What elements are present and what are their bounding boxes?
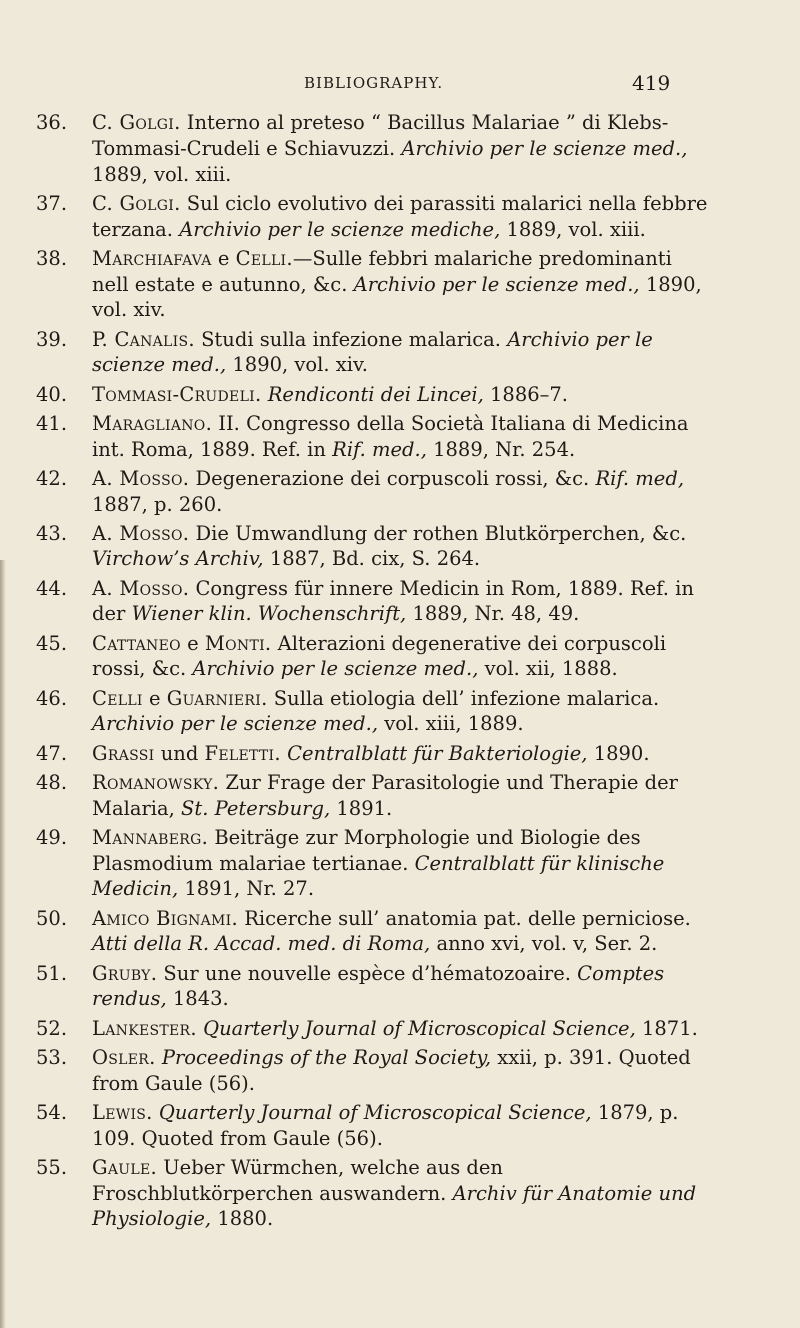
bibliography-entry xyxy=(0,246,712,323)
entry-conjunction: e xyxy=(148,686,161,710)
entry-number: 55. xyxy=(36,1155,68,1179)
entry-author: Mannaberg. xyxy=(92,825,209,849)
entry-details: 1871. xyxy=(641,1016,698,1040)
entry-journal: Quarterly Journal of Microscopical Science, xyxy=(203,1016,636,1040)
bibliography-entry xyxy=(0,686,712,738)
running-title: BIBLIOGRAPHY. xyxy=(304,74,444,92)
entry-author: Marchiafava xyxy=(92,246,212,270)
entry-details: 1886–7. xyxy=(490,382,568,406)
entry-text: —Sulle febbri malariche predominanti nell estate e autunno, &c. xyxy=(92,246,672,296)
entry-author: Maragliano. xyxy=(92,411,213,435)
entry-details: xxii, p. 391. Quoted from Gaule (56). xyxy=(92,1045,691,1095)
bibliography-entry xyxy=(0,1016,712,1042)
entry-journal: Proceedings of the Royal Society, xyxy=(161,1045,492,1069)
bibliography-entry xyxy=(0,191,712,243)
entry-details: 1843. xyxy=(172,987,229,1011)
entry-text: Studi sulla infezione malarica. xyxy=(201,327,501,351)
entry-journal: Archivio per le scienze mediche, xyxy=(179,217,501,241)
entry-author-2: Feletti. xyxy=(204,741,281,765)
entry-journal: Rif. med., xyxy=(332,437,427,461)
entry-details: 1891, Nr. 27. xyxy=(184,877,315,901)
bibliography-entry xyxy=(0,1100,712,1152)
entry-journal: Virchow’s Archiv, xyxy=(92,547,264,571)
entry-number: 36. xyxy=(36,111,68,134)
entry-number: 49. xyxy=(36,825,68,849)
bibliography-list xyxy=(0,110,800,1235)
bibliography-entry xyxy=(0,382,712,408)
entry-author: Osler. xyxy=(92,1045,156,1069)
entry-author: Grassi xyxy=(92,741,155,765)
entry-number: 42. xyxy=(36,466,68,490)
entry-number: 51. xyxy=(36,961,68,985)
entry-author: Tommasi-Crudeli. xyxy=(92,382,262,406)
entry-details: 1887, Bd. cix, S. 264. xyxy=(269,547,481,571)
entry-journal: Archivio per le scienze med., xyxy=(353,272,640,296)
entry-details: 1880. xyxy=(217,1207,274,1231)
entry-author: C. Golgi. xyxy=(92,191,181,215)
entry-author: A. Mosso. xyxy=(92,576,190,600)
entry-author: Amico Bignami. xyxy=(92,906,239,930)
bibliography-entry xyxy=(0,825,712,902)
entry-number: 50. xyxy=(36,906,68,930)
entry-details: 1889, Nr. 254. xyxy=(433,437,576,461)
entry-text: II. Congresso della Società Italiana di Medicina int. Roma, 1889. Ref. in xyxy=(92,411,689,461)
entry-conjunction: e xyxy=(187,631,199,655)
entry-details: 1890, vol. xiv. xyxy=(92,272,702,322)
entry-details: 1890, vol. xiv. xyxy=(232,353,368,377)
entry-journal: Rif. med, xyxy=(595,466,685,490)
entry-text: Sur une nouvelle espèce d’hématozoaire. xyxy=(163,961,571,985)
entry-journal: Centralblatt für klinische Medicin, xyxy=(92,851,665,901)
entry-number: 53. xyxy=(36,1045,68,1069)
entry-author: Gruby. xyxy=(92,961,158,985)
bibliography-entry xyxy=(0,1155,712,1232)
entry-author: A. Mosso. xyxy=(92,466,190,490)
entry-text: Sulla etiologia dell’ infezione malarica. xyxy=(273,686,660,710)
entry-conjunction: und xyxy=(160,741,199,765)
bibliography-entry xyxy=(0,770,712,822)
entry-number: 40. xyxy=(36,382,68,406)
entry-journal: Quarterly Journal of Microscopical Science, xyxy=(158,1100,592,1124)
entry-text: Ueber Würmchen, welche aus den Froschblutkörperchen auswandern. xyxy=(92,1155,503,1205)
entry-details: 1891. xyxy=(336,796,393,820)
entry-journal: Comptes rendus, xyxy=(92,961,665,1011)
entry-number: 46. xyxy=(36,686,68,710)
entry-details: 1889, vol. xiii. xyxy=(92,162,232,186)
running-header xyxy=(0,71,800,98)
entry-author: Gaule. xyxy=(92,1155,158,1179)
entry-text: Degenerazione dei corpuscoli rossi, &c. xyxy=(195,466,590,490)
entry-author: Cattaneo xyxy=(92,631,181,655)
entry-number: 47. xyxy=(36,741,68,765)
entry-author-2: Guarnieri. xyxy=(166,686,268,710)
entry-author: P. Canalis. xyxy=(92,327,195,351)
bibliography-entry xyxy=(0,327,712,379)
entry-author: Lewis. xyxy=(92,1100,153,1124)
entry-number: 54. xyxy=(36,1100,68,1124)
bibliography-entry xyxy=(0,1045,712,1097)
entry-number: 38. xyxy=(36,246,68,270)
entry-number: 45. xyxy=(36,631,68,655)
entry-text: Alterazioni degenerative dei corpuscoli rossi, &c. xyxy=(92,631,667,681)
entry-journal: Atti della R. Accad. med. di Roma, xyxy=(92,932,431,956)
bibliography-entry xyxy=(0,906,712,958)
entry-number: 41. xyxy=(36,411,68,435)
entry-text: Beiträge zur Morphologie und Biologie des Plasmodium malariae tertianae. xyxy=(92,825,641,875)
entry-journal: Archivio per le scienze med., xyxy=(92,327,653,377)
entry-author: Romanowsky. xyxy=(92,770,220,794)
bibliography-entry xyxy=(0,961,712,1013)
entry-number: 48. xyxy=(36,770,68,794)
entry-details: vol. xii, 1888. xyxy=(484,657,618,681)
entry-details: 1889, Nr. 48, 49. xyxy=(412,602,580,626)
entry-details: anno xvi, vol. v, Ser. 2. xyxy=(436,932,658,956)
entry-journal: Rendiconti dei Lincei, xyxy=(267,382,484,406)
page-number: 419 xyxy=(632,71,671,95)
entry-details: 1889, vol. xiii. xyxy=(506,217,646,241)
entry-author: Lankester. xyxy=(92,1016,197,1040)
bibliography-entry xyxy=(0,521,712,573)
entry-number: 44. xyxy=(36,576,68,600)
entry-details: 1890. xyxy=(593,741,650,765)
entry-text: Die Umwandlung der rothen Blutkörperchen, &c. xyxy=(195,521,687,545)
entry-journal: Archivio per le scienze med., xyxy=(401,136,688,160)
entry-number: 39. xyxy=(36,327,68,351)
entry-journal: Archiv für Anatomie und Physiologie, xyxy=(92,1181,697,1231)
entry-text: Congress für innere Medicin in Rom, 1889. Ref. in der xyxy=(92,576,694,626)
entry-text: Zur Frage der Parasitologie und Therapie der Malaria, xyxy=(92,770,678,820)
entry-number: 43. xyxy=(36,521,68,545)
entry-details: 1879, p. 109. Quoted from Gaule (56). xyxy=(92,1100,679,1150)
bibliography-entry xyxy=(0,110,712,187)
entry-number: 52. xyxy=(36,1016,68,1040)
bibliography-entry xyxy=(0,411,712,463)
entry-author: A. Mosso. xyxy=(92,521,190,545)
entry-conjunction: e xyxy=(217,246,230,270)
bibliography-entry xyxy=(0,466,712,518)
bibliography-entry xyxy=(0,631,712,683)
entry-journal: Wiener klin. Wochenschrift, xyxy=(131,602,407,626)
entry-author-2: Celli. xyxy=(235,246,293,270)
entry-details: 1887, p. 260. xyxy=(92,492,223,516)
entry-text: Ricerche sull’ anatomia pat. delle perniciose. xyxy=(244,906,691,930)
entry-details: vol. xiii, 1889. xyxy=(384,712,524,736)
entry-number: 37. xyxy=(36,191,68,215)
entry-journal: St. Petersburg, xyxy=(181,796,331,820)
entry-journal: Archivio per le scienze med., xyxy=(192,657,479,681)
bibliography-entry xyxy=(0,576,712,628)
entry-author: C. Golgi. xyxy=(92,111,181,134)
bibliography-entry xyxy=(0,741,712,767)
entry-text: Interno al preteso “ Bacillus Malariae ” di Klebs-Tommasi-Crudeli e Schiavuzzi. xyxy=(92,111,669,160)
entry-text: Sul ciclo evolutivo dei parassiti malarici nella febbre terzana. xyxy=(92,191,708,241)
entry-author: Celli xyxy=(92,686,143,710)
entry-journal: Archivio per le scienze med., xyxy=(92,712,379,736)
entry-author-2: Monti. xyxy=(204,631,272,655)
entry-journal: Centralblatt für Bakteriologie, xyxy=(287,741,588,765)
